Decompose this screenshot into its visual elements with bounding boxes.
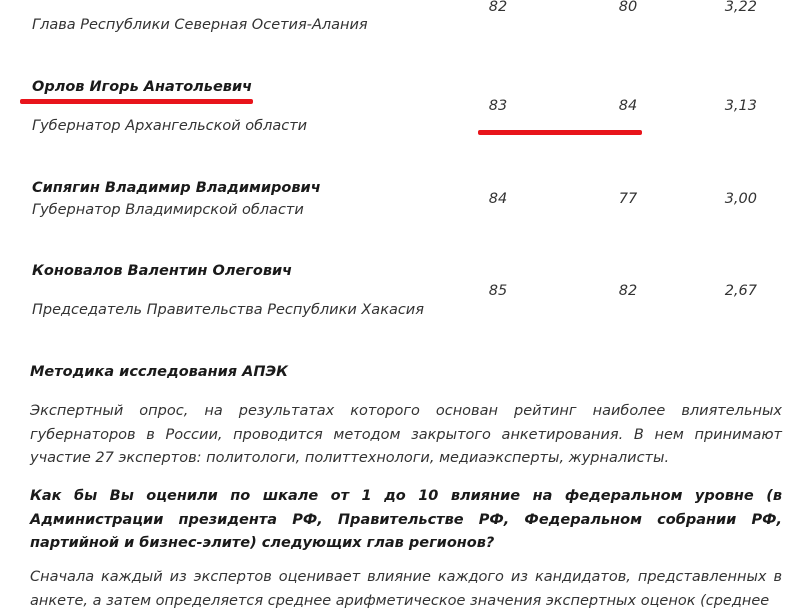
- row-1-score: 3,22: [724, 0, 757, 15]
- row-2-rank-current: 83: [488, 98, 508, 114]
- methodology-paragraph-2-clip: [30, 566, 782, 609]
- row-2-rank-previous: 84: [618, 98, 638, 114]
- row-1-rank-current: 82: [488, 0, 508, 15]
- row-4-score: 2,67: [724, 283, 757, 299]
- methodology-heading: Методика исследования АПЭК: [30, 364, 288, 380]
- row-3-rank-current: 84: [488, 191, 508, 207]
- ranks-highlight-underline: [478, 130, 642, 135]
- row-2-role: Губернатор Архангельской области: [32, 118, 308, 134]
- row-3-name: Сипягин Владимир Владимирович: [32, 180, 321, 196]
- row-3-score: 3,00: [724, 191, 757, 207]
- row-2-name: Орлов Игорь Анатольевич: [32, 79, 253, 95]
- row-4-rank-current: 85: [488, 283, 508, 299]
- methodology-paragraph-1: Экспертный опрос, на результатах которого основан рейтинг наиболее влиятельных губернаторов в России, проводится методом закрытого анкетирования. В нем принимают участие 27 экспертов: политологи, политтехнологи, медиаэксперты, журналисты.: [30, 403, 782, 466]
- row-4-role: Председатель Правительства Республики Хакасия: [32, 302, 424, 318]
- row-3-rank-previous: 77: [618, 191, 638, 207]
- row-1-role: Глава Республики Северная Осетия-Алания: [32, 17, 368, 33]
- row-2-score: 3,13: [724, 98, 757, 114]
- row-4-name: Коновалов Валентин Олегович: [32, 263, 293, 279]
- row-1-rank-previous: 80: [618, 0, 638, 15]
- row-3-role: Губернатор Владимирской области: [32, 202, 304, 218]
- name-highlight-underline: [20, 99, 253, 104]
- row-4-rank-previous: 82: [618, 283, 638, 299]
- methodology-paragraph-2: Сначала каждый из экспертов оценивает влияние каждого из кандидатов, представленных в анкете, а затем определяется среднее арифметическое значения экспертных оценок (среднее: [30, 569, 782, 609]
- survey-question: Как бы Вы оценили по шкале от 1 до 10 влияние на федеральном уровне (в Администрации президента РФ, Правительстве РФ, Федеральном собрании РФ, партийной и бизнес-элите) следующих глав регионов?: [30, 488, 782, 551]
